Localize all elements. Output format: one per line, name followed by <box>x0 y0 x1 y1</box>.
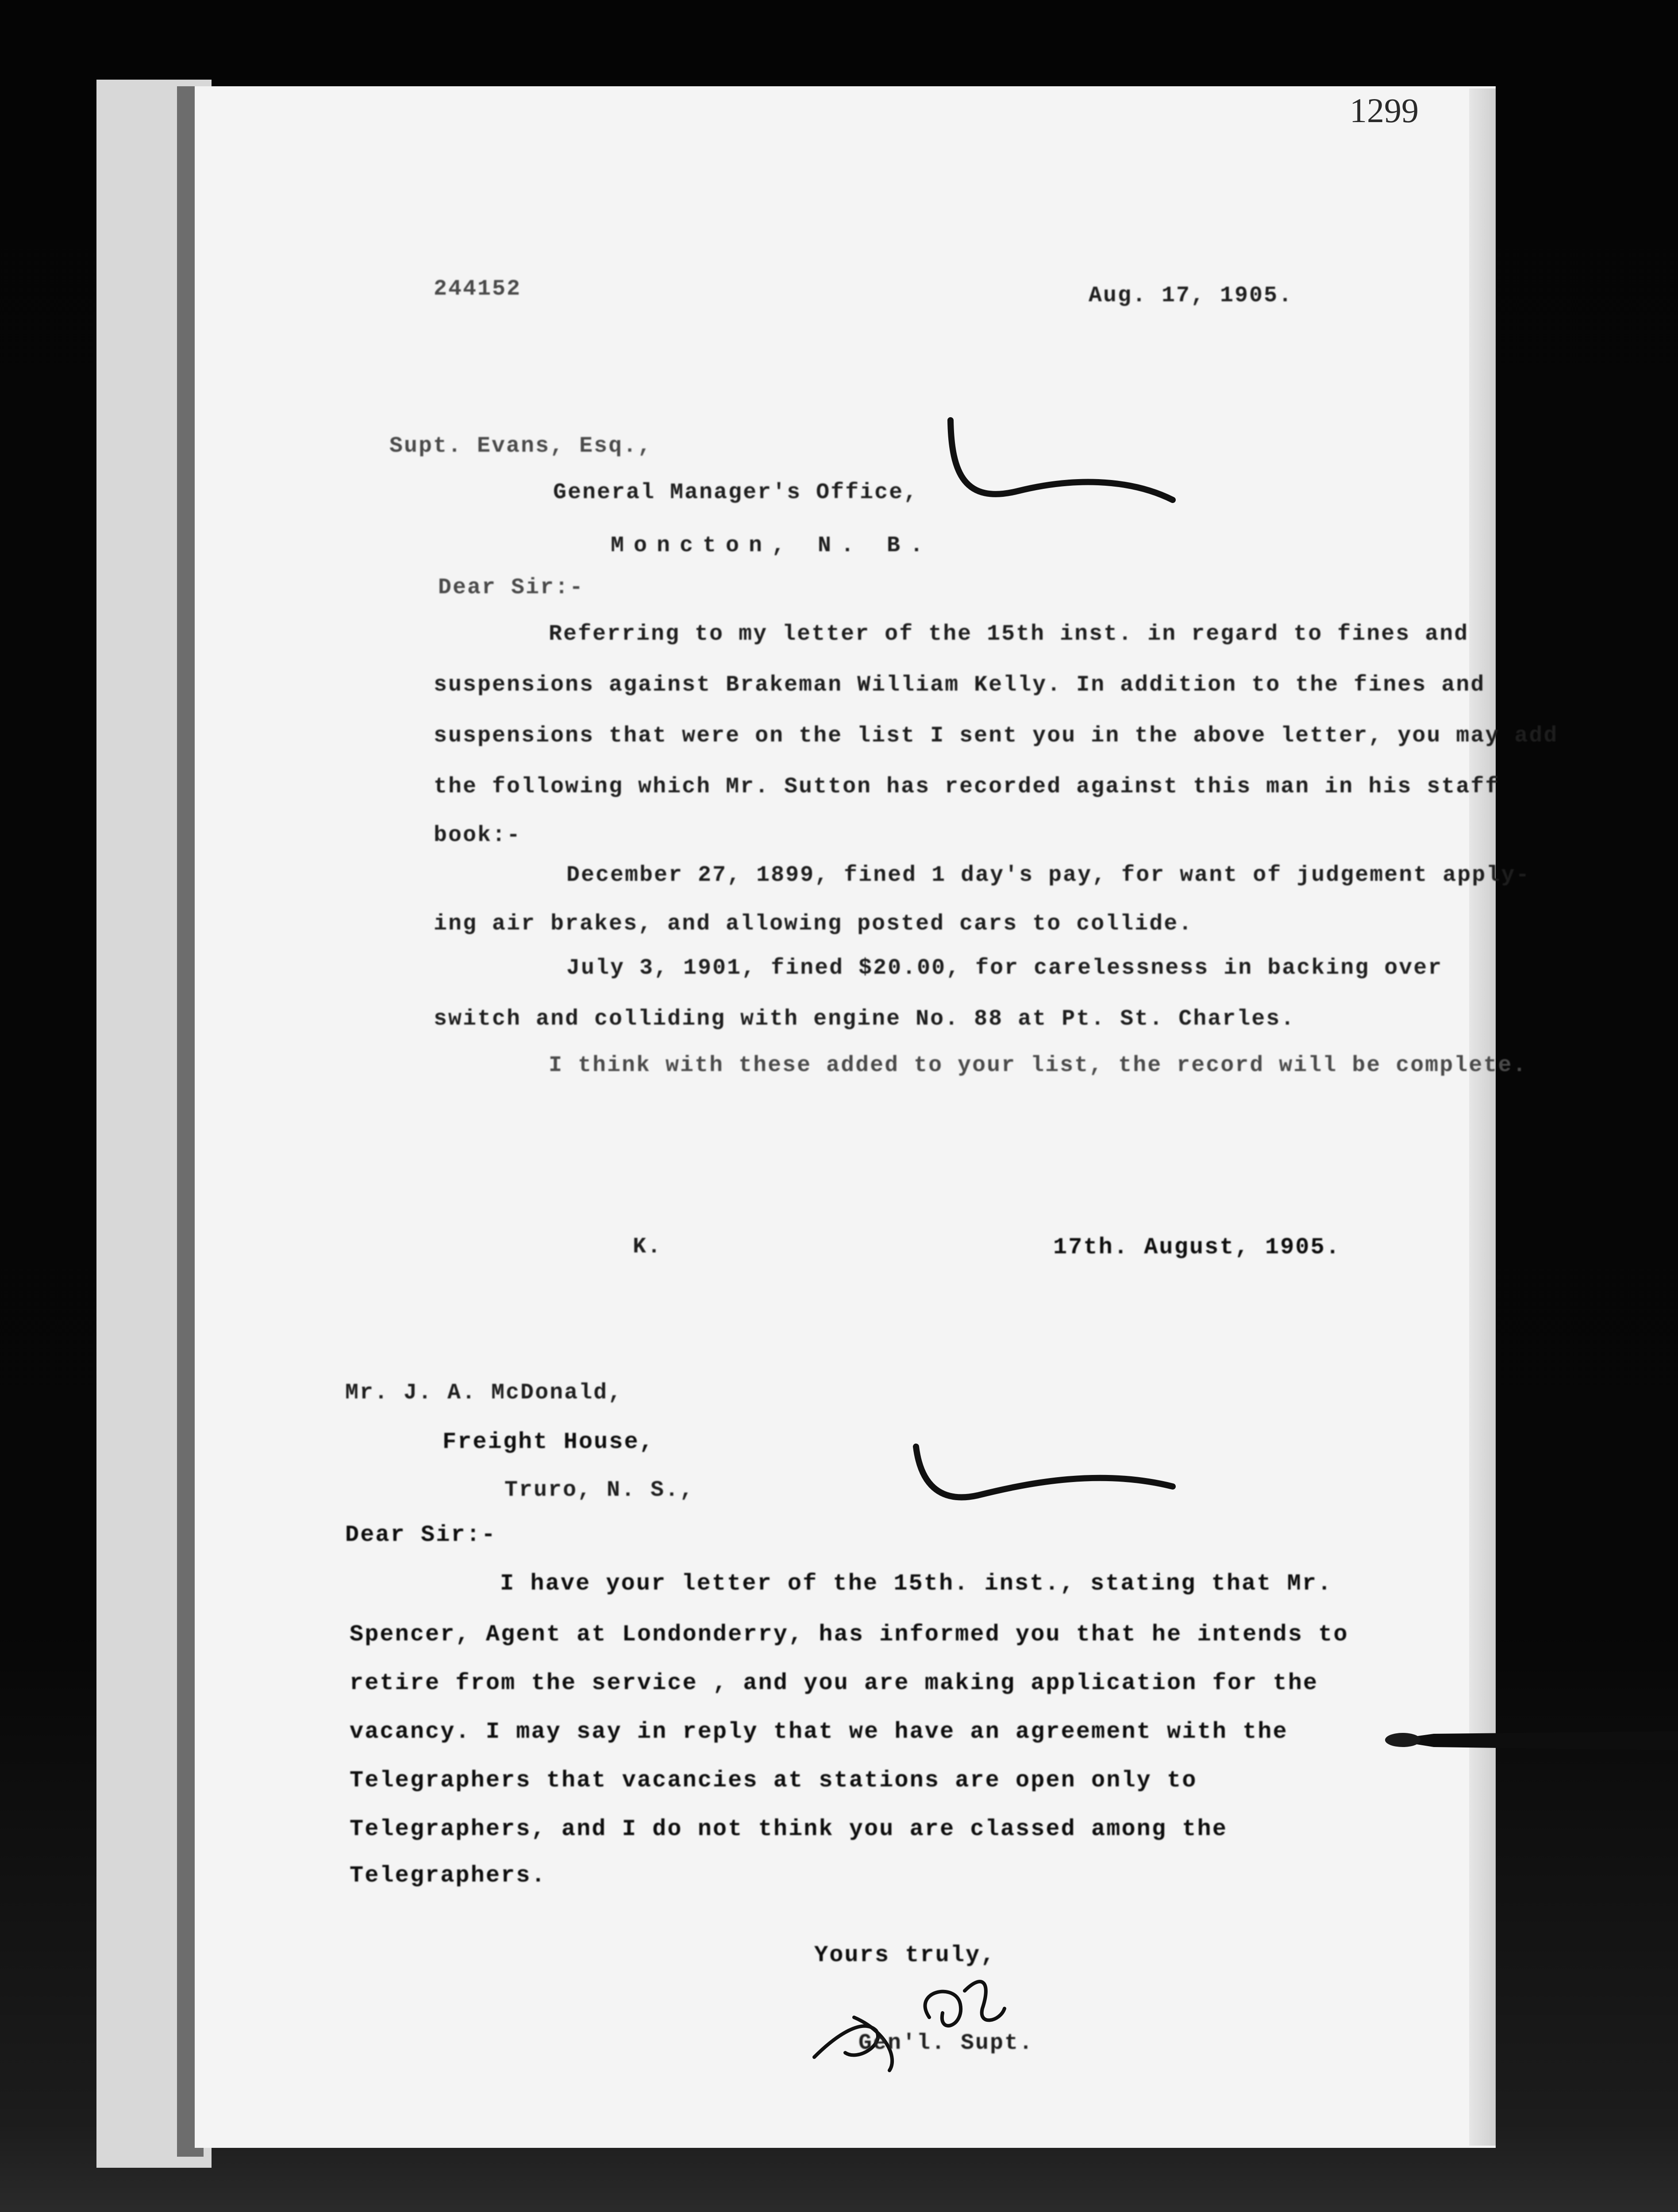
letter1-ref: 244152 <box>434 276 522 302</box>
letter2-complimentary-close: Yours truly, <box>814 1942 996 1968</box>
letter1-entry1-line-2: ing air brakes, and allowing posted cars to collide. <box>434 911 1193 937</box>
letter2-body-line-5: Telegraphers that vacancies at stations are open only to <box>350 1767 1197 1793</box>
check-mark <box>938 411 1186 522</box>
letter2-city: Truro, N. S., <box>504 1478 695 1503</box>
letter1-body-line-1: Referring to my letter of the 15th inst. in regard to fines and <box>549 622 1469 647</box>
letter1-entry2-line-1: July 3, 1901, fined $20.00, for carelessness in backing over <box>566 956 1443 981</box>
letter2-salutation: Dear Sir:- <box>345 1522 497 1548</box>
letter1-body-line-2: suspensions against Brakeman William Kelly. In addition to the fines and <box>434 672 1486 698</box>
letter1-body-line-3: suspensions that were on the list I sent you in the above letter, you may add <box>434 723 1559 749</box>
letter2-body-line-3: retire from the service , and you are making application for the <box>350 1670 1319 1696</box>
letter1-closing: I think with these added to your list, the record will be complete. <box>549 1053 1528 1078</box>
letter1-salutation: Dear Sir:- <box>438 575 585 600</box>
letter1-entry1-line-1: December 27, 1899, fined 1 day's pay, for want of judgement apply- <box>566 863 1531 888</box>
letter2-addressee: Mr. J. A. McDonald, <box>345 1380 623 1406</box>
page-right-edge <box>1469 88 1496 2146</box>
letter2-body-line-4: vacancy. I may say in reply that we have an agreement with the <box>350 1719 1288 1745</box>
letter2-date: 17th. August, 1905. <box>1053 1234 1341 1260</box>
letter2-initial: K. <box>633 1234 662 1260</box>
letter2-body-line-7: Telegraphers. <box>350 1863 547 1889</box>
letter1-city: Moncton, N. B. <box>611 533 933 558</box>
letter1-body-line-4: the following which Mr. Sutton has recorded against this man in his staff <box>434 774 1500 799</box>
letter1-office: General Manager's Office, <box>553 480 919 505</box>
letter2-body-line-2: Spencer, Agent at Londonderry, has informed you that he intends to <box>350 1621 1349 1647</box>
letter2-body-line-6: Telegraphers, and I do not think you are classed among the <box>350 1816 1228 1842</box>
check-mark <box>907 1438 1182 1517</box>
letter1-entry2-line-2: switch and colliding with engine No. 88 at Pt. St. Charles. <box>434 1006 1296 1032</box>
letter2-signature-title: Gen'l. Supt. <box>858 2031 1034 2056</box>
folio-number: 1299 <box>1350 91 1419 130</box>
letter2-office: Freight House, <box>443 1429 654 1455</box>
letter1-body-line-5: book:- <box>434 823 522 848</box>
letter2-body-line-1: I have your letter of the 15th. inst., stating that Mr. <box>500 1571 1333 1597</box>
pen-pointer <box>1385 1728 1678 1754</box>
letter1-date: Aug. 17, 1905. <box>1089 283 1293 308</box>
handwritten-signature <box>797 1964 1080 2079</box>
letter1-addressee: Supt. Evans, Esq., <box>389 434 653 459</box>
